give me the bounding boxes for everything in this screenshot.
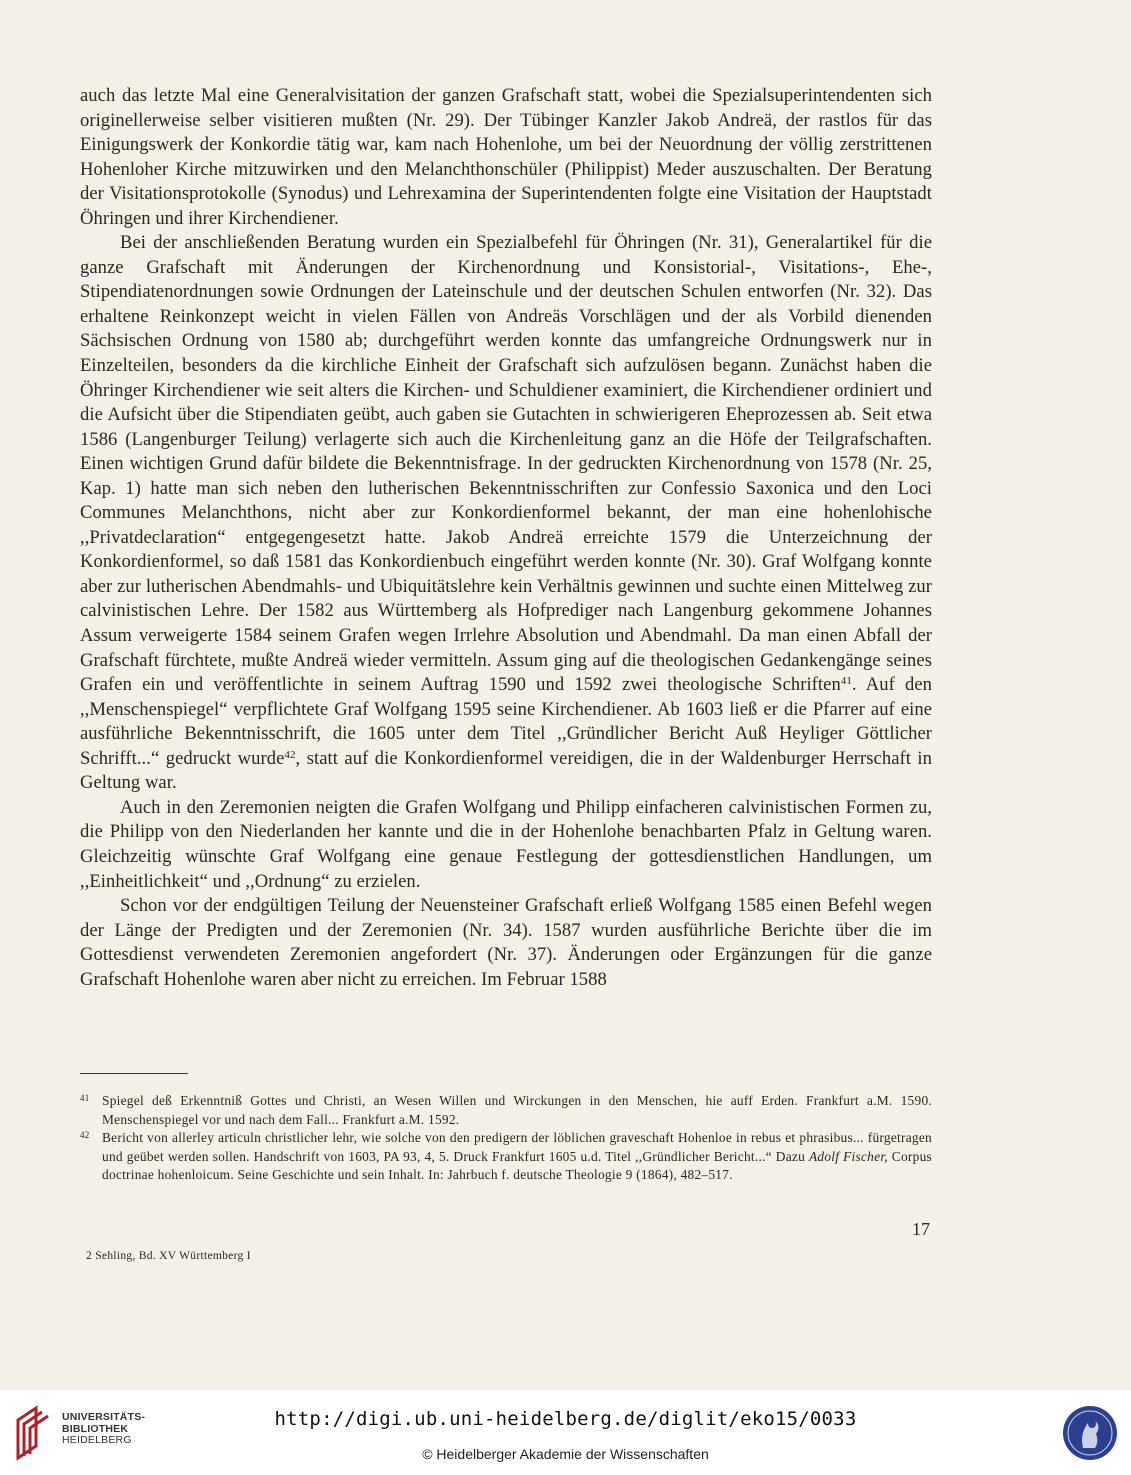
footnote-number: 41	[80, 1093, 90, 1103]
permalink-url[interactable]: http://digi.ub.uni-heidelberg.de/diglit/eko15/0033	[274, 1408, 857, 1430]
footnote-text-end: Corpus doctrinae hohenloicum. Seine Geschichte und sein Inhalt. In: Jahrbuch f. deutsche Theologie 9 (1864), 482–517.	[102, 1148, 932, 1183]
paragraph-2-text: Bei der anschließenden Beratung wurden ein Spezialbefehl für Öhringen (Nr. 31), Generalartikel für die ganze Grafschaft mit Änderungen der Kirchenordnung und Konsistorial-, Visitations-, Ehe-, Stipendiatenordnungen sowie Ordnungen der Lateinschule und der deutschen Schulen entworfen (Nr. 32). Das erhaltene Reinkonzept weicht in vielen Fällen von Andreäs Vorschlägen und der als Vorbild dienenden Sächsischen Ordnung von 1580 ab; durchgeführt werden konnte das umfangreiche Ordnungswerk nur in Einzelteilen, besonders da die kirchliche Einheit der Grafschaft sich aufzulösen begann. Zunächst haben die Öhringer Kirchendiener wie seit alters die Kirchen- und Schuldiener examiniert, die Kirchendiener ordiniert und die Aufsicht über die Stipendiaten geübt, auch gaben sie Gutachten in schwierigeren Eheprozessen ab. Seit etwa 1586 (Langenburger Teilung) verlagerte sich auch die Kirchenleitung ganz an die Höfe der Teilgrafschaften. Einen wichtigen Grund dafür bildete die Bekenntnisfrage. In der gedruckten Kirchenordnung von 1578 (Nr. 25, Kap. 1) hatte man sich neben den lutherischen Bekenntnisschriften zur Confessio Saxonica und den Loci Communes Melanchthons, nicht aber zur Konkordienformel bekannt, der man eine hohenlohische ,,Privatdeclaration“ entgegengesetzt hatte. Jakob Andreä erreichte 1579 die Unterzeichnung der Konkordienformel, so daß 1581 das Konkordienbuch eingeführt werden konnte (Nr. 30). Graf Wolfgang konnte aber zur lutherischen Abendmahls- und Ubiquitätslehre kein Verhältnis gewinnen und suchte einen Mittelweg zur calvinistischen Lehre. Der 1582 aus Württemberg als Hofprediger nach Langenburg gekommene Johannes Assum verweigerte 1584 seinem Grafen wegen Irrlehre Absolution und Abendmahl. Da man einen Abfall der Grafschaft fürchtete, mußte Andreä wieder vermitteln. Assum ging auf die theologischen Gedankengänge seines Grafen ein und veröffentlichte in seinem Auftrag 1590 und 1592 zwei theologische Schriften	[80, 232, 932, 696]
paragraph-2-continued: . Auf den ,,Menschenspiegel“ verpflichtete Graf Wolfgang 1595 seine Kirchendiener. Ab 1603 ließ er die Pfarrer auf eine ausführliche Bekenntnisschrift, die 1605 unter dem Titel ,,Gründlicher Bericht Auß Heyliger Göttlicher Schrifft...“ gedruckt wurde	[80, 674, 932, 769]
body-text	[80, 84, 932, 992]
footnote-41	[80, 1092, 932, 1129]
academy-seal-icon[interactable]	[1061, 1404, 1119, 1462]
footnote-text: Bericht von allerley articuln christlicher lehr, wie solche von den predigern der löblichen graveschaft Hohenloe in rebus et phrasibus... fürgetragen und geübet werden sollen. Handschrift von 1603, PA 93, 4, 5. Druck Frankfurt 1605 u.d. Titel ,,Gründlicher Bericht...“ Dazu	[102, 1130, 932, 1164]
footnote-divider	[80, 1073, 188, 1074]
viewer-footer	[0, 1390, 1131, 1475]
footnote-author: Adolf Fischer,	[808, 1148, 888, 1164]
library-name-line-2: BIBLIOTHEK	[62, 1422, 129, 1435]
footnote-ref-42[interactable]: 42	[284, 748, 296, 761]
printer-signature: 2 Sehling, Bd. XV Württemberg I	[86, 1250, 251, 1262]
library-name-line-1: UNIVERSITÄTS-	[62, 1411, 146, 1423]
footnote-42	[80, 1129, 932, 1185]
library-name-line-3: HEIDELBERG	[62, 1434, 132, 1446]
paragraph-4: Schon vor der endgültigen Teilung der Neuensteiner Grafschaft erließ Wolfgang 1585 einen Befehl wegen der Länge der Predigten und der Zeremonien (Nr. 34). 1587 wurden ausführliche Berichte über die im Gottesdienst verwendeten Zeremonien angefordert (Nr. 37). Änderungen oder Ergänzungen für die ganze Grafschaft Hohenlohe waren aber nicht zu erreichen. Im Februar 1588	[80, 895, 932, 990]
page-number: 17	[912, 1219, 930, 1239]
footnote-ref-41[interactable]: 41	[840, 675, 852, 688]
paragraph-1: auch das letzte Mal eine Generalvisitation der ganzen Grafschaft statt, wobei die Spezialsuperintendenten sich originellerweise selber visitieren mußten (Nr. 29). Der Tübinger Kanzler Jakob Andreä, der rastlos für das Einigungswerk der Konkordie tätig war, kam nach Hohenlohe, um bei der Neuordnung der völlig zerstrittenen Hohenloher Kirche mitzuwirken und den Melanchthonschüler (Philippist) Meder auszuschalten. Der Beratung der Visitationsprotokolle (Synodus) und Lehrexamina der Superintendenten folgte eine Visitation der Hauptstadt Öhringen und ihrer Kirchendiener.	[80, 85, 932, 229]
footnotes	[80, 1092, 932, 1185]
footnote-text: Spiegel deß Erkenntniß Gottes und Christi, an Wesen Willen und Wirckungen in den Menschen, hie auff Erden. Frankfurt a.M. 1590. Menschenspiegel vor und nach dem Fall... Frankfurt a.M. 1592.	[102, 1093, 932, 1127]
paragraph-2	[80, 231, 932, 796]
footnote-number: 42	[80, 1130, 90, 1141]
paragraph-3: Auch in den Zeremonien neigten die Grafen Wolfgang und Philipp einfacheren calvinistischen Formen zu, die Philipp von den Niederlanden her kannte und die in der Hohenlohe benachbarten Pfalz in Geltung waren. Gleichzeitig wünschte Graf Wolfgang eine genaue Festlegung der gottesdienstlichen Handlungen, um ,,Einheitlichkeit“ und ,,Ordnung“ zu erzielen.	[80, 796, 932, 892]
paragraph-2-end: , statt auf die Konkordienformel vereidigen, die in der Waldenburger Herrschaft in Geltung war.	[80, 747, 932, 794]
copyright-notice: © Heidelberger Akademie der Wissenschaften	[422, 1446, 709, 1462]
